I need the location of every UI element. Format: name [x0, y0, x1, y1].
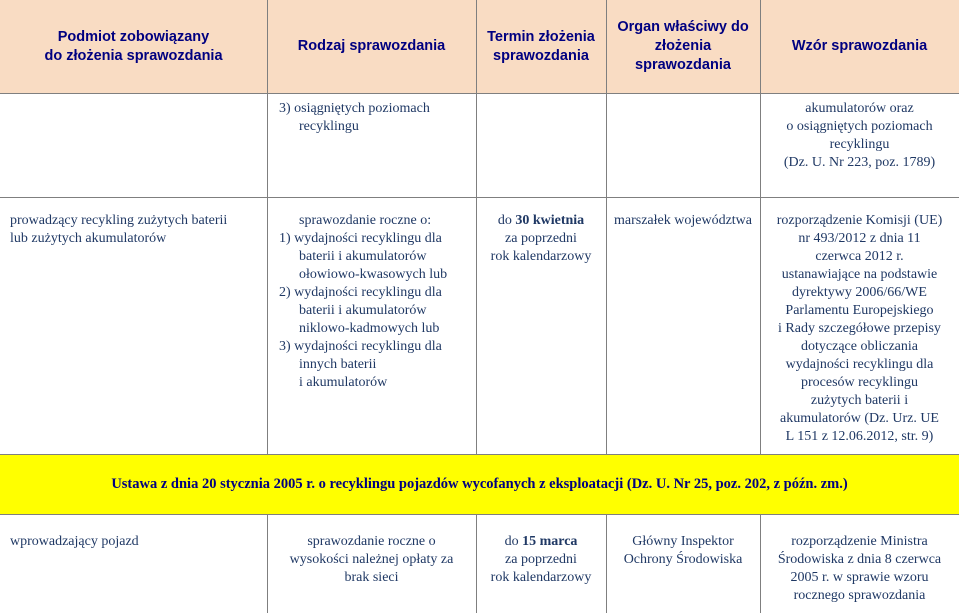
row1-report-line1: 3) osiągniętych poziomach [279, 101, 430, 116]
row2-report-type [267, 197, 476, 392]
header-authority-line1: Organ właściwy do [617, 19, 749, 35]
row2-report-item3: 3) wydajności recyklingu dla [279, 339, 442, 354]
row3-authority-line2: Ochrony Środowiska [623, 552, 743, 567]
table-header-row [0, 0, 959, 93]
row2-report-item1-l3: ołowiowo-kwasowych lub [299, 267, 448, 282]
row3-authority-line1: Główny Inspektor [632, 534, 734, 549]
row3-report-line2: wysokości należnej opłaty za [289, 552, 454, 567]
row-divider [0, 93, 959, 94]
row2-template-line10: procesów recyklingu [800, 375, 919, 390]
header-entity [0, 0, 267, 93]
row3-template-line3: 2005 r. w sprawie wzoru [790, 570, 929, 585]
row2-template-line3: czerwca 2012 r. [815, 249, 904, 264]
column-divider [267, 0, 268, 454]
table-row-recycler [0, 197, 959, 454]
row3-deadline-line2: za poprzedni [505, 552, 577, 567]
column-divider [476, 514, 477, 613]
row2-deadline-line2: za poprzedni [505, 231, 577, 246]
row2-template-line5: dyrektywy 2006/66/WE [792, 285, 927, 300]
header-deadline [476, 0, 606, 93]
column-divider [760, 0, 761, 454]
act-banner-text: Ustawa z dnia 20 stycznia 2005 r. o recyklingu pojazdów wycofanych z eksploatacji (Dz. U. Nr 25, poz. 202, z późn. zm.) [111, 476, 848, 492]
row2-template [760, 197, 959, 446]
row3-report-line3: brak sieci [344, 570, 399, 585]
column-divider [476, 0, 477, 454]
row3-template-line2: Środowiska z dnia 8 czerwca [777, 552, 942, 567]
row2-template-line12: akumulatorów (Dz. Urz. UE [779, 411, 939, 426]
row2-report-item3-l2: innych baterii [299, 357, 377, 372]
row2-entity [0, 197, 267, 248]
row2-template-line9: wydajności recyklingu dla [785, 357, 934, 372]
column-divider [606, 514, 607, 613]
row2-entity-line2: lub zużytych akumulatorów [10, 231, 167, 246]
row2-authority-text: marszałek województwa [614, 213, 752, 228]
row2-report-intro: sprawozdanie roczne o: [299, 213, 432, 228]
row1-template-line3: recyklingu [829, 137, 890, 152]
row3-deadline-date: 15 marca [522, 534, 578, 549]
row-divider [0, 197, 959, 198]
row2-report-item1-l2: baterii i akumulatorów [299, 249, 427, 264]
row3-template-line1: rozporządzenie Ministra [791, 534, 928, 549]
row2-template-line8: dotyczące obliczania [801, 339, 918, 354]
row3-deadline-line3: rok kalendarzowy [490, 570, 592, 585]
header-template-label: Wzór sprawozdania [791, 38, 928, 54]
row1-template [760, 93, 959, 172]
row1-template-line2: o osiągniętych poziomach [786, 119, 933, 134]
header-authority [606, 0, 760, 93]
column-divider [267, 514, 268, 613]
row3-deadline-prefix: do [504, 534, 523, 549]
row2-deadline-date: 30 kwietnia [515, 213, 585, 228]
row2-report-item1: 1) wydajności recyklingu dla [279, 231, 442, 246]
row3-authority [606, 514, 760, 569]
row-divider [0, 454, 959, 455]
row2-deadline-line3: rok kalendarzowy [490, 249, 592, 264]
row2-report-item2-l3: niklowo-kadmowych lub [299, 321, 440, 336]
column-divider [606, 0, 607, 454]
row1-template-line4: (Dz. U. Nr 223, poz. 1789) [783, 155, 936, 170]
row2-deadline-prefix: do [497, 213, 516, 228]
header-report-type-label: Rodzaj sprawozdania [297, 38, 446, 54]
row3-entity [0, 514, 267, 551]
row3-report-line1: sprawozdanie roczne o [307, 534, 436, 549]
row2-template-line11: zużytych baterii i [810, 393, 909, 408]
row3-template [760, 514, 959, 605]
row3-deadline [476, 514, 606, 587]
table-row-vehicle [0, 514, 959, 613]
act-banner [0, 454, 959, 514]
header-authority-line2: złożenia sprawozdania [635, 38, 731, 73]
row2-template-line1: rozporządzenie Komisji (UE) [776, 213, 943, 228]
row2-template-line13: L 151 z 12.06.2012, str. 9) [785, 429, 934, 444]
header-entity-line1: Podmiot zobowiązany [57, 28, 210, 45]
header-entity-line2: do złożenia sprawozdania [44, 47, 223, 64]
row2-template-line6: Parlamentu Europejskiego [785, 303, 934, 318]
row1-report-line2: recyklingu [299, 119, 359, 134]
row2-template-line2: nr 493/2012 z dnia 11 [798, 231, 921, 246]
row2-template-line7: i Rady szczegółowe przepisy [778, 321, 941, 336]
header-template [760, 0, 959, 93]
header-deadline-line1: Termin złożenia [487, 28, 595, 45]
row-divider [0, 514, 959, 515]
row2-entity-line1: prowadzący recykling zużytych baterii [10, 213, 228, 228]
row1-template-line1: akumulatorów oraz [805, 101, 914, 116]
column-divider [760, 514, 761, 613]
table-row-continuation [0, 93, 959, 197]
header-report-type [267, 0, 476, 93]
row3-template-line4: rocznego sprawozdania [793, 588, 926, 603]
row2-authority [606, 197, 760, 230]
row1-report-type [267, 93, 476, 136]
header-deadline-line2: sprawozdania [493, 47, 589, 64]
row2-report-item3-l3: i akumulatorów [299, 375, 388, 390]
row2-template-line4: ustanawiające na podstawie [781, 267, 938, 282]
row3-report-type [267, 514, 476, 587]
row3-entity-text: wprowadzający pojazd [10, 534, 139, 549]
row2-deadline [476, 197, 606, 266]
row2-report-item2-l2: baterii i akumulatorów [299, 303, 427, 318]
row2-report-item2: 2) wydajności recyklingu dla [279, 285, 442, 300]
